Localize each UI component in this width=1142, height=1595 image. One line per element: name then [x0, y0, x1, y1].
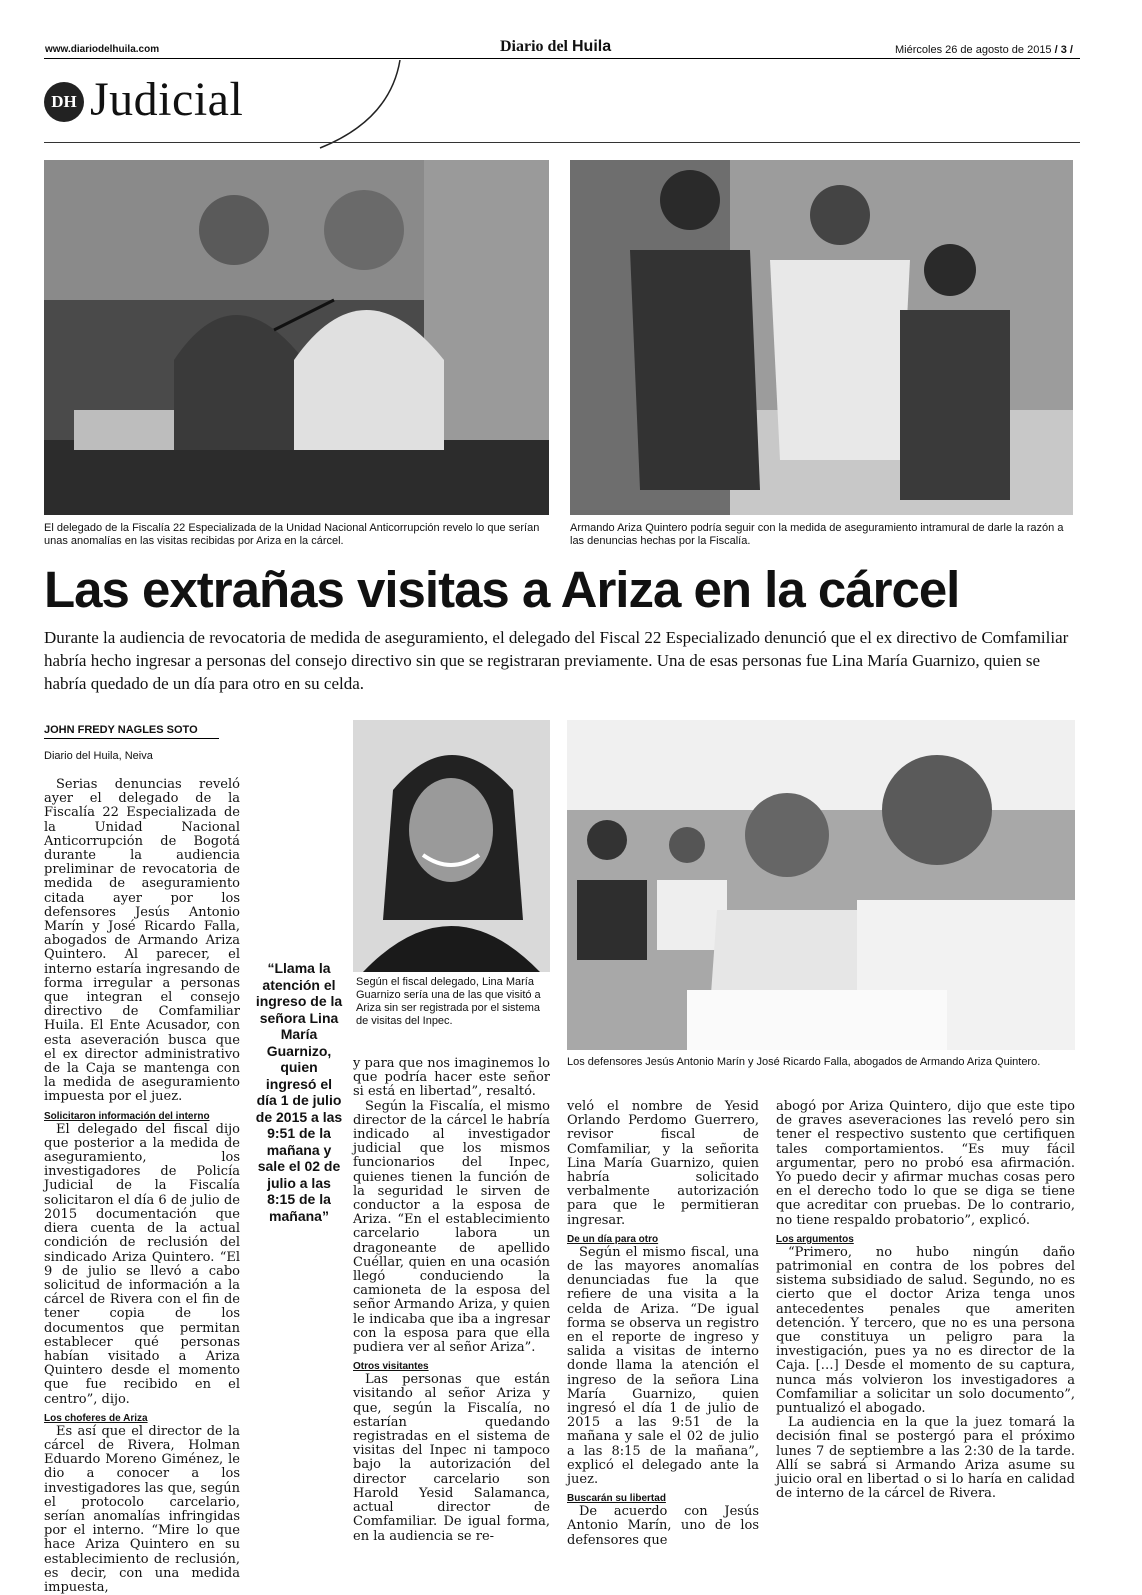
subheading: Los argumentos: [776, 1233, 854, 1245]
article-column-2: [353, 1057, 550, 1544]
photo-caption-4: Los defensores Jesús Antonio Marín y José Ricardo Falla, abogados de Armando Ariza Quintero.: [567, 1056, 1041, 1068]
pull-quote: “Llama la atención el ingreso de la señora Lina María Guarnizo, quien ingresó el día 1 de julio de 2015 a las 9:51 de la mañana y sale el 02 de julio a las 8:15 de la mañana”: [255, 960, 343, 1224]
header-rule: [44, 58, 1080, 59]
dh-logo: DH: [44, 82, 84, 122]
paragraph: “Primero, no hubo ningún daño patrimonial en contra de los pobres del sistema subsidiado de salud. Segundo, no es cierto que el doctor Ariza tenga unos antecedentes penales que ameriten detención. Y tercero, que no es una persona que constituya un peligro para la investigación, pues ya no es director de la Caja. […] Desde el momento de su captura, nunca más volvieron los investigadores a Comfamiliar a solicitar un solo documento”, puntualizó el abogado.: [776, 1244, 1075, 1417]
subheading: Solicitaron información del interno: [44, 1110, 210, 1122]
paragraph: Serias denuncias reveló ayer el delegado de la Fiscalía 22 Especializada de la Unidad Nacional Anticorrupción de Bogotá durante la audiencia preliminar de revocatoria de medida de aseguramiento citada ayer por los defensores Jesús Antonio Marín y José Ricardo Falla, abogados de Armando Ariza Quintero. Al parecer, el interno estaría ingresando de forma irregular a personas que integran el consejo directivo de Comfamiliar Huila. El Ente Acusador, con esta aseveración busca que el ex director administrativo de la Caja se mantenga con la medida de aseguramiento impuesta por el juez.: [44, 777, 240, 1105]
paragraph: abogó por Ariza Quintero, dijo que este tipo de graves aseveraciones las reveló pero sin tener el respectivo sustento que certifiquen tales comportamientos. “Es muy fácil argumentar, pero no probó esa afirmación. Yo puedo decir y afirmar muchas cosas pero en el derecho todo lo que se diga se tiene que acreditar con pruebas. De lo contrario, no tiene respaldo probatorio”, explicó.: [776, 1099, 1075, 1228]
paragraph: De acuerdo con Jesús Antonio Marín, uno de los defensores que: [567, 1504, 759, 1548]
photo-prosecutor: [44, 160, 549, 515]
photo-ariza-escorted: [570, 160, 1073, 515]
photo-defense-lawyers: [567, 720, 1075, 1050]
issue-date: [895, 44, 1073, 56]
article-column-4: [776, 1100, 1075, 1501]
subheading: Buscarán su libertad: [567, 1493, 666, 1505]
byline-author: JOHN FREDY NAGLES SOTO: [44, 724, 198, 736]
subheading: De un día para otro: [567, 1233, 659, 1245]
photo-caption-3: Según el fiscal delegado, Lina María Guarnizo sería una de las que visitó a Ariza sin ser registrada por el sistema de visitas del Inpec.: [356, 976, 541, 1027]
masthead-b: Huila: [572, 38, 612, 55]
photo-lina-guarnizo: [353, 720, 550, 972]
site-url: www.diariodelhuila.com: [45, 44, 160, 55]
paragraph: La audiencia en la que la juez tomará la decisión final se postergó para el próximo lunes 7 de septiembre a las 2:30 de la tarde. Allí se sabrá si Armando Ariza asume su juicio oral en libertad o si lo haría en calidad de interno de la cárcel de Rivera.: [776, 1415, 1075, 1502]
section-rule: [44, 142, 1080, 143]
issue-date-text: Miércoles 26 de agosto de 2015: [895, 44, 1052, 56]
photo-caption-2: Armando Ariza Quintero podría seguir con la medida de aseguramiento intramural de darle la razón a las denuncias hechas por la Fiscalía.: [570, 522, 1064, 547]
paragraph: Según la Fiscalía, el mismo director de la cárcel le habría indicado al investigador judicial que los mismos funcionarios del Inpec, quienes tienen la función de la seguridad le sirven de conductor a la esposa de Ariza. “En el establecimiento carcelario labora un dragoneante de apellido Cuéllar, quien en una ocasión llegó conduciendo la camioneta de la esposa del señor Armando Ariza, y quien le indicaba que iba a ingresar con la esposa para que ella pudiera ver al señor Ariza”.: [353, 1098, 550, 1356]
paragraph: Las personas que están visitando al señor Ariza y que, según la Fiscalía, no estarían quedando registradas en el sistema de visitas del Inpec ni tampoco bajo la autorización del director carcelario son Harold Yesid Salamanca, actual director de Comfamiliar. De igual forma, en la audiencia se re-: [353, 1372, 550, 1544]
paragraph: veló el nombre de Yesid Orlando Perdomo Guerrero, revisor fiscal de Comfamiliar, y la señorita Lina María Guarnizo, quien habría solicitado verbalmente autorización para que le permitieran ingresar.: [567, 1099, 759, 1228]
headline: Las extrañas visitas a Ariza en la cárcel: [44, 561, 960, 618]
subheading: Los choferes de Ariza: [44, 1412, 148, 1424]
paragraph: Es así que el director de la cárcel de Rivera, Holman Eduardo Moreno Giménez, le dio a conocer a los investigadores las que, según el protocolo carcelario, serían anomalías infringidas por el interno. “Mire lo que hace Ariza Quintero en su establecimiento de reclusión, es decir, con una medida impuesta,: [44, 1423, 240, 1595]
byline-rule: [44, 738, 219, 739]
section-swoosh: [300, 60, 420, 150]
paragraph: El delegado del fiscal dijo que posterior a la medida de aseguramiento, los investigadores de Policía Judicial de la Fiscalía solicitaron el día 6 de julio de 2015 documentación que diera cuenta de la actual condición de reclusión del sindicado Ariza Quintero. “El 9 de julio se llevó a cabo solicitud de información a la cárcel de Rivera con el fin de tener copia de los documentos que permitan establecer qué personas habían visitado a Ariza Quintero desde el momento que fue recibido en el centro”, dijo.: [44, 1121, 240, 1407]
article-column-3: [567, 1100, 759, 1548]
article-column-1: [44, 778, 240, 1595]
paragraph: Según el mismo fiscal, una de las mayores anomalías denunciadas fue la que refiere de una visita a la celda de Ariza. “De igual forma se observa un registro en el reporte de ingreso y salida a visitas de interno donde llama la atención el ingreso de la señora Lina María Guarnizo, quien ingresó el día 1 de julio de 2015 a las 9:51 de la mañana y sale el 02 de julio a las 8:15 de la mañana”, explicó el delegado ante la juez.: [567, 1244, 759, 1488]
photo-caption-1: El delegado de la Fiscalía 22 Especializada de la Unidad Nacional Anticorrupción revelo lo que serían unas anomalías en las visitas recibidas por Ariza en la cárcel.: [44, 522, 540, 547]
subheading: Otros visitantes: [353, 1361, 429, 1373]
masthead: [500, 38, 611, 56]
masthead-a: Diario del: [500, 38, 572, 55]
byline-location: Diario del Huila, Neiva: [44, 750, 153, 762]
lead-paragraph: Durante la audiencia de revocatoria de medida de aseguramiento, el delegado del Fiscal 22 Especializado denunció que el ex directivo de Comfamiliar habría hecho ingresar a personas del consejo directivo sin que se registraran previamente. Una de esas personas fue Lina María Guarnizo, quien se habría quedado de un día para otro en su celda.: [44, 628, 1069, 693]
page-number: / 3 /: [1054, 44, 1073, 56]
section-title: Judicial: [90, 73, 244, 126]
paragraph: y para que nos imaginemos lo que podría hacer este señor si está en libertad”, resaltó.: [353, 1056, 550, 1100]
